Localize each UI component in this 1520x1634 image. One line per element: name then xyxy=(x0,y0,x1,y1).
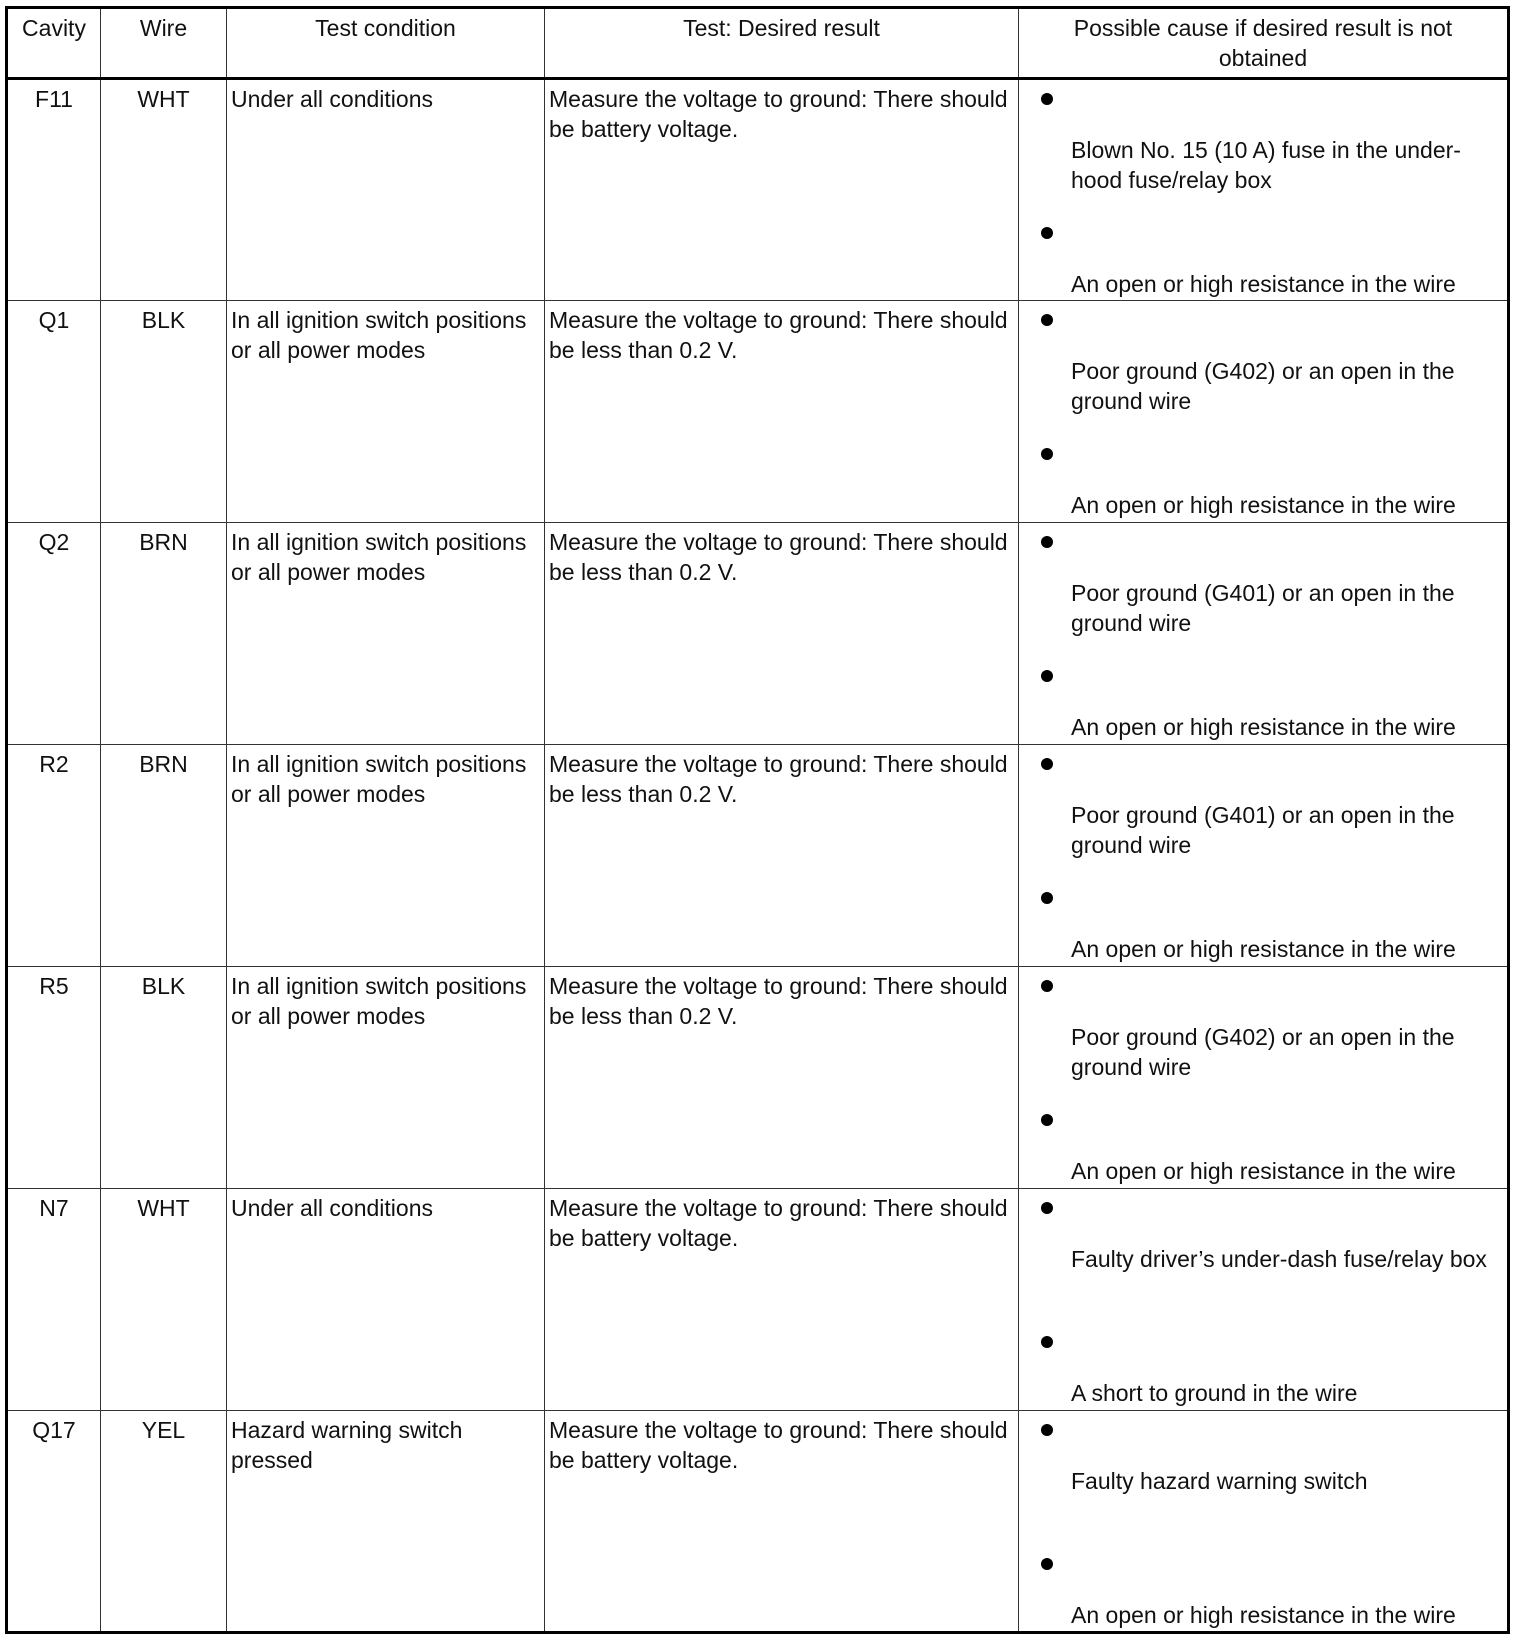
cause-text: Poor ground (G401) or an open in the ground wire xyxy=(1071,802,1455,858)
bullet-icon xyxy=(1041,227,1053,239)
cause-text: Blown No. 15 (10 A) fuse in the under-hood fuse/relay box xyxy=(1071,137,1461,193)
header-wire: Wire xyxy=(101,8,227,79)
cause-list-item xyxy=(1041,527,1497,638)
desired-result-cell: Measure the voltage to ground: There should be less than 0.2 V. xyxy=(545,301,1019,523)
table-row xyxy=(7,1189,1509,1411)
cause-text: Poor ground (G401) or an open in the ground wire xyxy=(1071,580,1455,636)
table-body xyxy=(7,79,1509,1633)
bullet-icon xyxy=(1041,1336,1053,1348)
test-condition-cell: Hazard warning switch pressed xyxy=(227,1411,545,1633)
cause-text: An open or high resistance in the wire xyxy=(1071,714,1456,740)
bullet-icon xyxy=(1041,314,1053,326)
bullet-icon xyxy=(1041,1114,1053,1126)
table-row xyxy=(7,301,1509,523)
bullet-icon xyxy=(1041,448,1053,460)
possible-cause-cell xyxy=(1019,79,1509,301)
cause-list-item xyxy=(1041,749,1497,860)
cause-list-item xyxy=(1041,218,1497,299)
header-test-condition: Test condition xyxy=(227,8,545,79)
header-possible-cause: Possible cause if desired result is not obtained xyxy=(1019,8,1509,79)
desired-result-cell: Measure the voltage to ground: There should be less than 0.2 V. xyxy=(545,967,1019,1189)
bullet-icon xyxy=(1041,536,1053,548)
cause-list-item xyxy=(1041,1327,1497,1408)
cause-text: An open or high resistance in the wire xyxy=(1071,936,1456,962)
bullet-icon xyxy=(1041,1558,1053,1570)
cause-text: Poor ground (G402) or an open in the ground wire xyxy=(1071,358,1455,414)
desired-result-cell: Measure the voltage to ground: There should be battery voltage. xyxy=(545,79,1019,301)
desired-result-cell: Measure the voltage to ground: There should be less than 0.2 V. xyxy=(545,745,1019,967)
cause-text: An open or high resistance in the wire xyxy=(1071,1602,1456,1628)
cause-list-item xyxy=(1041,1105,1497,1186)
cause-text: An open or high resistance in the wire xyxy=(1071,492,1456,518)
bullet-icon xyxy=(1041,1202,1053,1214)
test-condition-cell: In all ignition switch positions or all power modes xyxy=(227,523,545,745)
cause-list-item xyxy=(1041,1193,1497,1274)
test-condition-cell: Under all conditions xyxy=(227,79,545,301)
bullet-icon xyxy=(1041,1424,1053,1436)
cavity-cell: F11 xyxy=(7,79,101,301)
cause-list-item xyxy=(1041,84,1497,195)
test-condition-cell: In all ignition switch positions or all power modes xyxy=(227,301,545,523)
header-desired-result: Test: Desired result xyxy=(545,8,1019,79)
bullet-icon xyxy=(1041,892,1053,904)
bullet-icon xyxy=(1041,758,1053,770)
cause-list-item xyxy=(1041,883,1497,964)
test-condition-cell: In all ignition switch positions or all power modes xyxy=(227,967,545,1189)
table-row xyxy=(7,967,1509,1189)
possible-cause-cell xyxy=(1019,1411,1509,1633)
bullet-icon xyxy=(1041,980,1053,992)
cavity-cell: Q1 xyxy=(7,301,101,523)
cavity-cell: N7 xyxy=(7,1189,101,1411)
diagnostic-table xyxy=(5,6,1510,1634)
table-row xyxy=(7,745,1509,967)
header-cavity: Cavity xyxy=(7,8,101,79)
wire-color-cell: WHT xyxy=(101,1189,227,1411)
cause-list-item xyxy=(1041,305,1497,416)
wire-color-cell: BRN xyxy=(101,523,227,745)
test-condition-cell: In all ignition switch positions or all power modes xyxy=(227,745,545,967)
cavity-cell: Q17 xyxy=(7,1411,101,1633)
cavity-cell: R2 xyxy=(7,745,101,967)
cause-text: A short to ground in the wire xyxy=(1071,1380,1358,1406)
cause-list-item xyxy=(1041,661,1497,742)
cause-list-item xyxy=(1041,1549,1497,1630)
test-condition-cell: Under all conditions xyxy=(227,1189,545,1411)
wire-color-cell: BRN xyxy=(101,745,227,967)
cause-text: An open or high resistance in the wire xyxy=(1071,271,1456,297)
cause-list-item xyxy=(1041,971,1497,1082)
wire-color-cell: BLK xyxy=(101,301,227,523)
possible-cause-cell xyxy=(1019,1189,1509,1411)
bullet-icon xyxy=(1041,670,1053,682)
possible-cause-cell xyxy=(1019,745,1509,967)
table-row xyxy=(7,1411,1509,1633)
wire-color-cell: YEL xyxy=(101,1411,227,1633)
desired-result-cell: Measure the voltage to ground: There should be less than 0.2 V. xyxy=(545,523,1019,745)
table-row xyxy=(7,79,1509,301)
possible-cause-cell xyxy=(1019,523,1509,745)
cause-list-item xyxy=(1041,439,1497,520)
cause-text: An open or high resistance in the wire xyxy=(1071,1158,1456,1184)
possible-cause-cell xyxy=(1019,967,1509,1189)
cause-list-item xyxy=(1041,1415,1497,1496)
cavity-cell: Q2 xyxy=(7,523,101,745)
cavity-cell: R5 xyxy=(7,967,101,1189)
bullet-icon xyxy=(1041,93,1053,105)
table-header xyxy=(7,8,1509,79)
possible-cause-cell xyxy=(1019,301,1509,523)
cause-text: Poor ground (G402) or an open in the ground wire xyxy=(1071,1024,1455,1080)
table-row xyxy=(7,523,1509,745)
desired-result-cell: Measure the voltage to ground: There should be battery voltage. xyxy=(545,1189,1019,1411)
cause-text: Faulty driver’s under-dash fuse/relay box xyxy=(1071,1246,1487,1272)
wire-color-cell: BLK xyxy=(101,967,227,1189)
wire-color-cell: WHT xyxy=(101,79,227,301)
desired-result-cell: Measure the voltage to ground: There should be battery voltage. xyxy=(545,1411,1019,1633)
cause-text: Faulty hazard warning switch xyxy=(1071,1468,1368,1494)
